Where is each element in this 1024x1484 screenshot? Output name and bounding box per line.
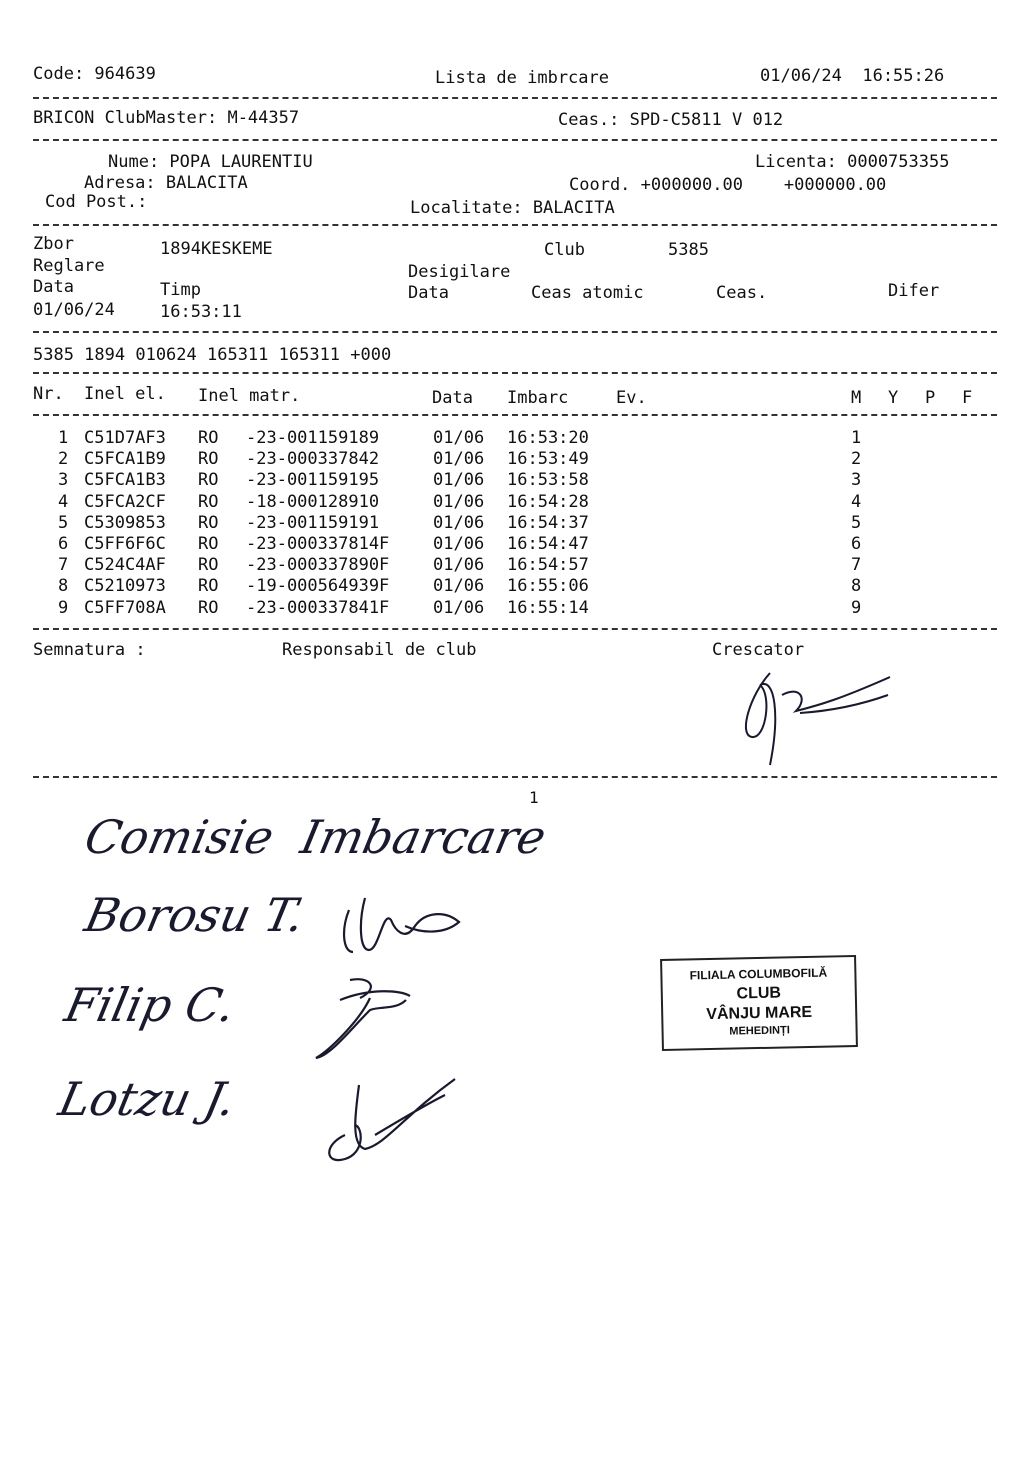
table-row xyxy=(0,449,1024,470)
table-cell-date: 01/06 xyxy=(433,491,485,512)
table-cell-m: 9 xyxy=(851,597,862,618)
table-cell-el: C51D7AF3 xyxy=(84,428,166,448)
reglare-time: 16:53:11 xyxy=(160,302,242,322)
table-cell-m: 2 xyxy=(851,449,862,470)
table-cell-date: 01/06 xyxy=(433,597,485,618)
table-cell-m: 4 xyxy=(851,491,862,512)
table-cell-nr: 4 xyxy=(58,491,69,512)
divider xyxy=(33,372,997,374)
table-cell-nr: 3 xyxy=(58,470,69,491)
table-cell-m: 3 xyxy=(851,470,862,491)
data2-label: Data xyxy=(408,283,449,303)
stamp-line-4: MEHEDINȚI xyxy=(729,1024,790,1038)
table-cell-date: 01/06 xyxy=(433,428,485,448)
table-row xyxy=(0,492,1024,513)
table-cell-c: RO xyxy=(198,576,219,597)
ceas-label: Ceas. xyxy=(716,283,768,303)
reglare-label: Reglare xyxy=(33,256,105,276)
zbor-value: 1894KESKEME xyxy=(160,239,273,259)
table-cell-matr: -18-000128910 xyxy=(246,491,390,512)
table-cell-c: RO xyxy=(198,449,219,470)
table-cell-date: 01/06 xyxy=(433,534,485,554)
clubmaster-id: BRICON ClubMaster: M-44357 xyxy=(33,108,300,128)
table-cell-el: C5FF708A xyxy=(84,597,166,618)
table-cell-time: 16:53:20 xyxy=(507,428,589,448)
col-inel-el: Inel el. xyxy=(84,384,166,404)
table-cell-c: RO xyxy=(198,428,219,448)
clock-id: Ceas.: SPD-C5811 V 012 xyxy=(558,110,784,130)
table-cell-c: RO xyxy=(198,597,219,618)
col-nr: Nr. xyxy=(33,384,64,404)
crescator-signature xyxy=(730,655,900,770)
divider xyxy=(33,331,997,333)
table-row xyxy=(0,555,1024,576)
stamp-line-3: VÂNJU MARE xyxy=(706,1003,813,1024)
member-1-signature xyxy=(335,890,465,965)
table-cell-el: C5210973 xyxy=(84,576,166,597)
table-cell-el: C524C4AF xyxy=(84,555,166,576)
summary-line: 5385 1894 010624 165311 165311 +000 xyxy=(33,345,392,365)
handwritten-commission: Comisie Imbarcare xyxy=(80,810,551,864)
table-cell-time: 16:54:47 xyxy=(507,534,589,554)
col-f: F xyxy=(962,388,973,408)
col-imbarc: Imbarc xyxy=(507,388,569,408)
owner-address: Adresa: BALACITA xyxy=(84,173,248,193)
table-cell-date: 01/06 xyxy=(433,449,485,470)
col-data: Data xyxy=(432,388,473,408)
owner-license: Licenta: 0000753355 xyxy=(755,152,950,172)
table-cell-time: 16:54:57 xyxy=(507,555,589,576)
semnatura-label: Semnatura : xyxy=(33,640,146,660)
table-row xyxy=(0,513,1024,534)
table-cell-time: 16:54:37 xyxy=(507,512,589,533)
member-3-signature xyxy=(315,1075,465,1170)
col-p: P xyxy=(925,388,936,408)
table-cell-el: C5FCA1B3 xyxy=(84,470,166,491)
table-cell-m: 5 xyxy=(851,512,862,533)
table-cell-time: 16:54:28 xyxy=(507,491,589,512)
table-cell-el: C5FF6F6C xyxy=(84,534,166,554)
table-cell-matr: -23-001159189 xyxy=(246,428,390,448)
table-row xyxy=(0,428,1024,449)
handwritten-member-2: Filip C. xyxy=(60,978,241,1032)
table-row xyxy=(0,598,1024,619)
table-cell-date: 01/06 xyxy=(433,576,485,597)
timp-label: Timp xyxy=(160,280,201,300)
table-cell-date: 01/06 xyxy=(433,470,485,491)
table-cell-nr: 9 xyxy=(58,597,69,618)
col-y: Y xyxy=(888,388,899,408)
club-stamp xyxy=(660,955,858,1051)
table-cell-c: RO xyxy=(198,555,219,576)
table-cell-matr: -23-000337841F xyxy=(246,597,390,618)
table-cell-matr: -23-000337890F xyxy=(246,555,390,576)
handwritten-member-3: Lotzu J. xyxy=(54,1072,241,1126)
divider xyxy=(33,628,997,630)
table-cell-matr: -23-000337842 xyxy=(246,449,390,470)
divider xyxy=(33,139,997,141)
code-label: Code: 964639 xyxy=(33,64,156,84)
divider xyxy=(33,776,997,778)
page-number: 1 xyxy=(529,788,539,807)
col-m: M xyxy=(851,388,862,408)
table-cell-time: 16:55:06 xyxy=(507,576,589,597)
table-cell-c: RO xyxy=(198,512,219,533)
table-row xyxy=(0,534,1024,555)
stamp-line-2: CLUB xyxy=(736,984,782,1003)
crescator-label: Crescator xyxy=(712,640,805,660)
table-cell-nr: 6 xyxy=(58,534,69,554)
table-row xyxy=(0,576,1024,597)
table-cell-nr: 7 xyxy=(58,555,69,576)
club-label: Club xyxy=(544,240,585,260)
table-cell-matr: -23-001159195 xyxy=(246,470,390,491)
data-label: Data xyxy=(33,277,74,297)
table-cell-nr: 8 xyxy=(58,576,69,597)
table-cell-el: C5FCA1B9 xyxy=(84,449,166,470)
reglare-date: 01/06/24 xyxy=(33,300,115,320)
table-cell-el: C5FCA2CF xyxy=(84,491,166,512)
table-cell-c: RO xyxy=(198,470,219,491)
table-cell-matr: -23-001159191 xyxy=(246,512,390,533)
club-value: 5385 xyxy=(668,240,709,260)
table-row xyxy=(0,470,1024,491)
col-ev: Ev. xyxy=(616,388,647,408)
table-cell-nr: 2 xyxy=(58,449,69,470)
desigilare-label: Desigilare xyxy=(408,262,511,282)
table-cell-c: RO xyxy=(198,491,219,512)
zbor-label: Zbor xyxy=(33,234,74,254)
table-cell-m: 1 xyxy=(851,428,862,448)
member-2-signature xyxy=(310,970,420,1065)
table-cell-m: 7 xyxy=(851,555,862,576)
table-cell-time: 16:53:49 xyxy=(507,449,589,470)
stamp-line-1: FILIALA COLUMBOFILĂ xyxy=(689,965,828,983)
owner-name: Nume: POPA LAURENTIU xyxy=(108,152,313,172)
document-title: Lista de imbrcare xyxy=(435,68,609,88)
header-datetime: 01/06/24 16:55:26 xyxy=(760,66,945,86)
table-cell-date: 01/06 xyxy=(433,512,485,533)
table-cell-c: RO xyxy=(198,534,219,554)
table-cell-nr: 5 xyxy=(58,512,69,533)
divider xyxy=(33,97,997,99)
handwritten-member-1: Borosu T. xyxy=(80,888,310,942)
table-cell-m: 6 xyxy=(851,534,862,554)
col-inel-matr: Inel matr. xyxy=(198,386,301,406)
table-cell-el: C5309853 xyxy=(84,512,166,533)
table-cell-time: 16:55:14 xyxy=(507,597,589,618)
table-cell-m: 8 xyxy=(851,576,862,597)
responsabil-label: Responsabil de club xyxy=(282,640,477,660)
divider xyxy=(33,414,997,416)
table-cell-time: 16:53:58 xyxy=(507,470,589,491)
table-cell-date: 01/06 xyxy=(433,555,485,576)
divider xyxy=(33,224,997,226)
difer-label: Difer xyxy=(888,281,940,301)
ceas-atomic-label: Ceas atomic xyxy=(531,283,644,303)
owner-postal: Cod Post.: xyxy=(45,192,148,212)
owner-coord: Coord. +000000.00 +000000.00 xyxy=(569,175,887,195)
owner-locality: Localitate: BALACITA xyxy=(410,198,615,218)
table-cell-nr: 1 xyxy=(58,428,69,448)
table-cell-matr: -23-000337814F xyxy=(246,534,390,554)
table-cell-matr: -19-000564939F xyxy=(246,576,390,597)
